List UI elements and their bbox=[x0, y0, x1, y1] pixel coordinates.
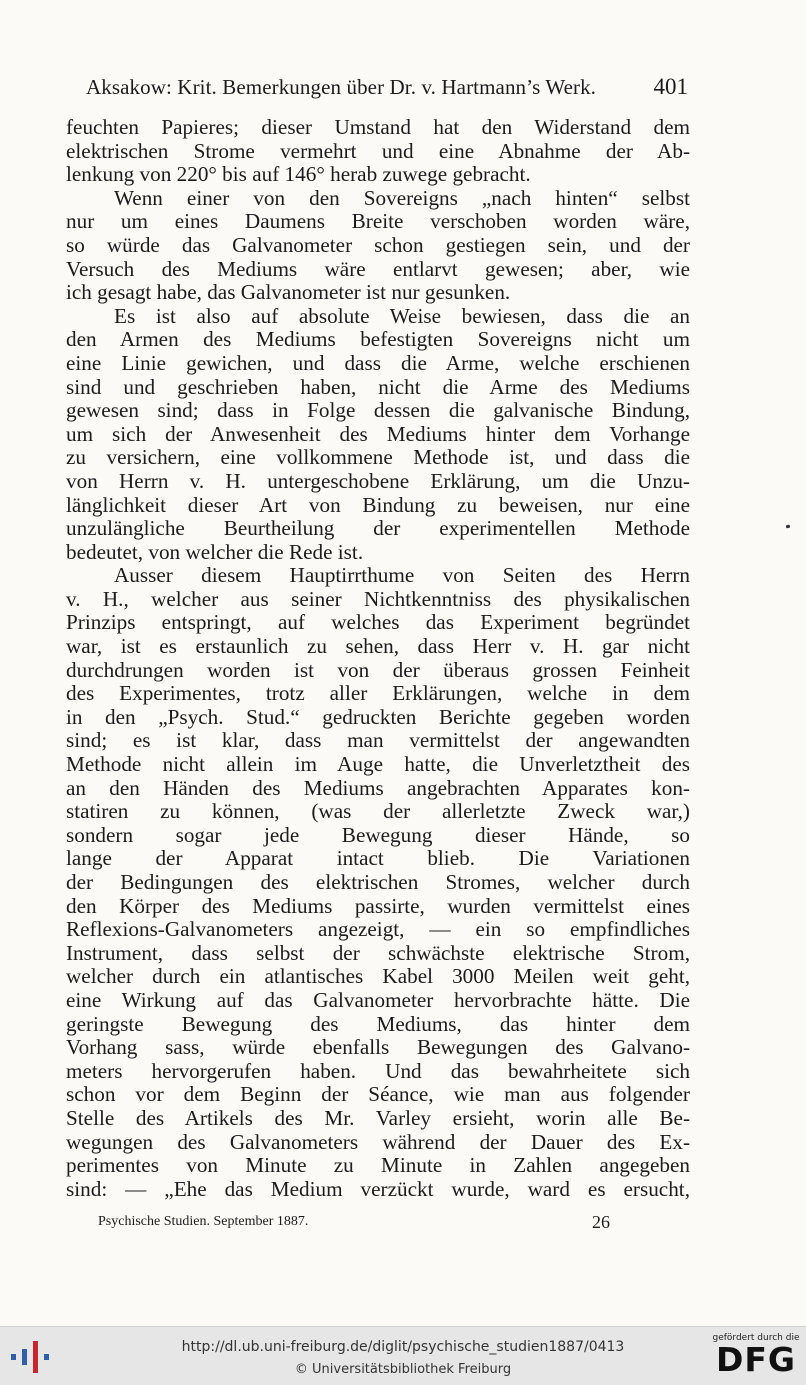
text-line: bedeutet, von welcher die Rede ist. bbox=[66, 539, 364, 564]
dfg-logo-text: DFG bbox=[715, 1340, 797, 1379]
text-line: meters hervorgerufen haben. Und das bewahrheitete sich bbox=[66, 1058, 690, 1083]
text-line: perimentes von Minute zu Minute in Zahlen angegeben bbox=[66, 1153, 690, 1178]
text-line: war, ist es erstaunlich zu sehen, dass Herr v. H. gar nicht bbox=[66, 634, 690, 659]
text-line: Methode nicht allein im Auge hatte, die Unverletztheit des bbox=[66, 752, 690, 777]
page-number: 401 bbox=[653, 74, 688, 99]
page-header bbox=[86, 70, 688, 100]
text-line: sondern sogar jede Bewegung dieser Hände, so bbox=[66, 822, 690, 847]
text-line: lenkung von 220° bis auf 146° herab zuwege gebracht. bbox=[66, 162, 531, 187]
footer-signature: 26 bbox=[592, 1211, 610, 1232]
text-line: länglichkeit dieser Art von Bindung zu beweisen, nur eine bbox=[66, 492, 690, 517]
text-line: v. H., welcher aus seiner Nichtkenntniss des physikalischen bbox=[66, 586, 690, 611]
text-line: wegungen des Galvanometers während der Dauer des Ex- bbox=[66, 1129, 690, 1154]
copyright-notice: © Universitätsbibliothek Freiburg bbox=[294, 1362, 512, 1377]
text-line: eine Linie gewichen, und dass die Arme, welche erschienen bbox=[66, 350, 690, 375]
text-line: nur um eines Daumens Breite verschoben worden wäre, bbox=[66, 209, 690, 234]
text-line: sind; es ist klar, dass man vermittelst der angewandten bbox=[66, 728, 690, 753]
text-line: feuchten Papieres; dieser Umstand hat den Widerstand dem bbox=[66, 115, 690, 139]
text-line: Es ist also auf absolute Weise bewiesen, dass die an bbox=[114, 303, 690, 328]
text-line: Prinzips entspringt, auf welches das Experiment begründet bbox=[66, 610, 690, 635]
text-line: schon vor dem Beginn der Séance, wie man aus folgender bbox=[66, 1082, 690, 1107]
text-line: so würde das Galvanometer schon gestiegen sein, und der bbox=[66, 232, 690, 257]
dfg-logo bbox=[712, 1333, 800, 1381]
text-line: Stelle des Artikels des Mr. Varley ersieht, worin alle Be- bbox=[66, 1105, 690, 1130]
text-line: welcher durch ein atlantisches Kabel 3000 Meilen weit geht, bbox=[66, 964, 690, 989]
text-line: den Körper des Mediums passirte, wurden vermittelst eines bbox=[66, 893, 690, 918]
text-line: an den Händen des Mediums angebrachten Apparates kon- bbox=[66, 775, 690, 800]
text-line: Vorhang sass, würde ebenfalls Bewegungen des Galvano- bbox=[66, 1035, 690, 1060]
text-line: Versuch des Mediums wäre entlarvt gewesen; aber, wie bbox=[66, 256, 690, 281]
text-line: statiren zu können, (was der allerletzte Zweck war,) bbox=[66, 799, 690, 824]
text-line: zu versichern, eine vollkommene Methode ist, und dass die bbox=[66, 445, 690, 470]
text-line: von Herrn v. H. untergeschobene Erklärung, um die Unzu- bbox=[66, 468, 690, 493]
text-line: um sich der Anwesenheit des Mediums hinter dem Vorhange bbox=[66, 421, 690, 446]
text-line: ich gesagt habe, das Galvanometer ist nur gesunken. bbox=[66, 280, 511, 305]
text-line: gewesen sind; dass in Folge dessen die galvanische Bindung, bbox=[66, 398, 690, 423]
text-line: lange der Apparat intact blieb. Die Variationen bbox=[66, 846, 690, 871]
viewer-bar bbox=[0, 1326, 806, 1385]
text-line: durchdrungen worden ist von der überaus grossen Feinheit bbox=[66, 657, 690, 682]
running-title: Aksakow: Krit. Bemerkungen über Dr. v. Hartmann’s Werk. bbox=[86, 75, 597, 99]
text-line: in den „Psych. Stud.“ gedruckten Berichte gegeben worden bbox=[66, 704, 690, 729]
text-line: den Armen des Mediums befestigten Sovereigns nicht um bbox=[66, 327, 690, 352]
text-line: eine Wirkung auf das Galvanometer hervorbrachte hätte. Die bbox=[66, 987, 690, 1012]
text-line: sind: — „Ehe das Medium verzückt wurde, ward es ersucht, bbox=[66, 1176, 690, 1201]
text-line: geringste Bewegung des Mediums, das hinter dem bbox=[66, 1011, 690, 1036]
text-line: elektrischen Strome vermehrt und eine Abnahme der Ab- bbox=[66, 138, 690, 163]
text-line: sind und geschrieben haben, nicht die Arme des Mediums bbox=[66, 374, 690, 399]
document-url[interactable]: http://dl.ub.uni-freiburg.de/diglit/psychische_studien1887/0413 bbox=[181, 1339, 625, 1355]
text-line: des Experimentes, trotz aller Erklärungen, welche in dem bbox=[66, 681, 690, 706]
text-line: Ausser diesem Hauptirrthume von Seiten des Herrn bbox=[114, 563, 690, 588]
text-line: unzulängliche Beurtheilung der experimentellen Methode bbox=[66, 516, 690, 541]
text-line: der Bedingungen des elektrischen Stromes, welcher durch bbox=[66, 870, 690, 894]
body-text bbox=[66, 116, 690, 1201]
ink-speck bbox=[786, 525, 791, 529]
sponsor-caption: gefördert durch die bbox=[712, 1333, 800, 1343]
text-line: Wenn einer von den Sovereigns „nach hinten“ selbst bbox=[114, 185, 690, 210]
footer-journal: Psychische Studien. September 1887. bbox=[98, 1214, 309, 1229]
page-footer bbox=[98, 1212, 610, 1232]
text-line: Instrument, dass selbst der schwächste elektrische Strom, bbox=[66, 940, 690, 965]
text-line: Reflexions-Galvanometers angezeigt, — ein so empfindliches bbox=[66, 917, 690, 942]
